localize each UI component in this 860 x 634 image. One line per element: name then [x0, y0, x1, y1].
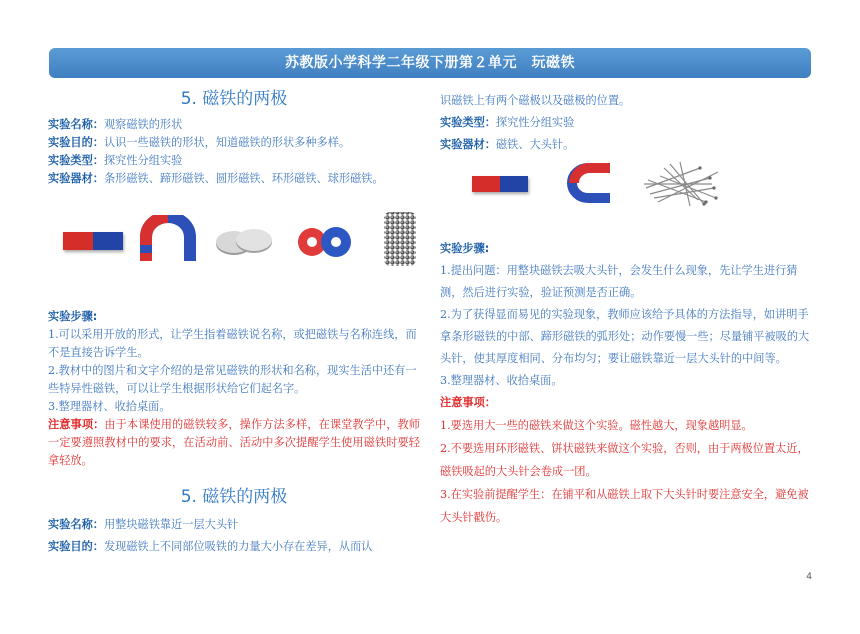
experiment-goal: 实验目的：发现磁铁上不同部位吸铁的力量大小存在差异，从而认	[48, 540, 373, 553]
experiment-goal: 实验目的：认识一些磁铁的形状，知道磁铁的形状多种多样。	[48, 136, 351, 149]
step-item: 2.为了获得显而易见的实验现象，教师应该给予具体的方法指导，如讲明手拿条形磁铁的中部、蹄形磁铁的弧形处；动作要慢一些；尽量铺平被吸的大头针，使其厚度相同、分布均匀；要让磁铁靠近一层大头针的中间等。	[440, 308, 810, 365]
left-column	[48, 88, 420, 470]
experiment-materials: 实验器材：条形磁铁、蹄形磁铁、圆形磁铁、环形磁铁、球形磁铁。	[48, 172, 384, 185]
ring-magnet-icon	[294, 222, 358, 262]
ball-magnet-icon	[380, 210, 420, 268]
bar-magnet-icon	[63, 232, 123, 250]
pins-icon	[640, 158, 722, 208]
notes: 注意事项：由于本课使用的磁铁较多，操作方法多样，在课堂教学中，教师一定要遵照教材中的要求，在活动前、活动中多次提醒学生使用磁铁时要轻拿轻放。	[48, 418, 420, 467]
steps-title: 实验步骤:	[48, 310, 98, 323]
section-heading: 5. 磁铁的两极	[180, 487, 288, 507]
step-item: 1.可以采用开放的形式，让学生指着磁铁说名称，或把磁铁与名称连线，而不是直接告诉学生。	[48, 328, 417, 359]
note-item: 3.在实验前提醒学生：在铺平和从磁铁上取下大头针时要注意安全，避免被大头针戳伤。	[440, 488, 809, 524]
note-item: 2.不要选用环形磁铁、饼状磁铁来做这个实验，否则，由于两极位置太近，磁铁吸起的大头针会卷成一团。	[440, 442, 809, 478]
experiment-type: 实验类型：探究性分组实验	[48, 154, 183, 167]
step-item: 3.整理器材、收拾桌面。	[48, 400, 171, 413]
experiment-materials: 实验器材：磁铁、大头针。	[440, 138, 575, 151]
notes-label: 注意事项：	[440, 396, 496, 409]
note-item: 1.要选用大一些的磁铁来做这个实验。磁性越大，现象越明显。	[440, 419, 753, 432]
experiment-type: 实验类型：探究性分组实验	[440, 116, 575, 129]
horseshoe-magnet-icon	[566, 160, 616, 206]
goal-continued: 识磁铁上有两个磁极以及磁极的位置。	[440, 94, 631, 107]
experiment-name: 实验名称：观察磁铁的形状	[48, 118, 183, 131]
horseshoe-magnet-icon	[138, 215, 198, 267]
section-heading: 5. 磁铁的两极	[180, 89, 288, 109]
experiment-name: 实验名称：用整块磁铁靠近一层大头针	[48, 518, 239, 531]
right-column	[440, 90, 816, 529]
step-item: 1.提出问题：用整块磁铁去吸大头针，会发生什么现象，先让学生进行猜测，然后进行实验，验证预测是否正确。	[440, 264, 798, 299]
page-number: 4	[806, 572, 812, 582]
disc-magnet-icon	[214, 222, 274, 262]
step-item: 2.教材中的图片和文字介绍的是常见磁铁的形状和名称，现实生活中还有一些特异性磁铁，可以让学生根据形状给它们起名字。	[48, 364, 417, 395]
step-item: 3.整理器材、收拾桌面。	[440, 374, 563, 387]
left-section-2	[48, 486, 420, 558]
page-banner: 苏教版小学科学二年级下册第２单元 玩磁铁	[49, 48, 811, 78]
bar-magnet-icon	[472, 176, 528, 192]
steps-title: 实验步骤:	[440, 242, 490, 255]
